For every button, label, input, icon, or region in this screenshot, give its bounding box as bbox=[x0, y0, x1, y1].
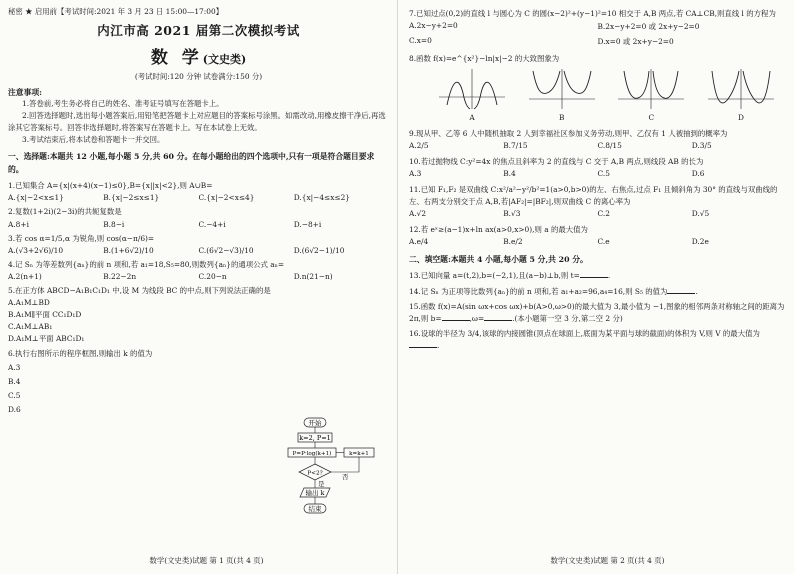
exam-info: (考试时间:120 分钟 试卷满分:150 分) bbox=[134, 72, 263, 81]
question-9: 9.现从甲、乙等 6 人中随机抽取 2 人到幸福社区参加义务劳动,则甲、乙仅有 1 人被抽到的概率为 bbox=[409, 129, 728, 139]
option: D.{x|−4≤x≤2} bbox=[293, 193, 350, 203]
option: A.2(n+1) bbox=[8, 271, 42, 281]
question-8: 8.函数 f(x)=e^{x²}−ln|x|−2 的大致图象为 bbox=[409, 54, 560, 64]
graph-a-label: A bbox=[469, 113, 475, 123]
option: D.(6√2−1)/10 bbox=[293, 245, 345, 255]
page-2 bbox=[397, 0, 794, 574]
question-14-text: 14.记 Sₙ 为正项等比数列{aₙ}的前 n 项和,若 a₁+a₂=96,a₄=16,则 S₅ 的值为 bbox=[409, 286, 668, 296]
answer-blank bbox=[409, 339, 437, 348]
question-9-options bbox=[409, 141, 786, 150]
answer-blank bbox=[667, 285, 695, 294]
option: A.e/4 bbox=[409, 236, 429, 246]
option: C.(6√2−√3)/10 bbox=[198, 245, 254, 255]
subject-label: 数 学 bbox=[150, 48, 203, 68]
question-3: 3.若 cos α=1/5,α 为锐角,则 cos(α−π/6)= bbox=[8, 233, 155, 243]
question-16-text: 16.设球的半径为 3/4,该球的内接圆锥(顶点在球面上,底面为某平面与球的截面)的体积为 V,则 V 的最大值为 bbox=[409, 329, 760, 339]
option: B.4 bbox=[503, 169, 516, 179]
option: C.20−n bbox=[198, 271, 227, 281]
flow-no-label: 否 bbox=[342, 473, 349, 481]
flow-init-label: k=2, P=1 bbox=[299, 434, 331, 442]
question-16: 16.设球的半径为 3/4,该球的内接圆锥(顶点在球面上,底面为某平面与球的截面)的体积为 V,则 V 的最大值为. bbox=[409, 329, 760, 351]
option: D.√5 bbox=[691, 208, 710, 218]
option: A.{x|−2<x≤1} bbox=[8, 193, 64, 203]
flow-inc-label: k=k+1 bbox=[349, 451, 369, 457]
option: D.A₁M⊥平面 ABC₁D₁ bbox=[8, 333, 85, 343]
question-12: 12.若 eˣ≥(a−1)x+ln ax(a>0,x>0),则 a 的最大值为 bbox=[409, 224, 588, 234]
graph-c-plot bbox=[616, 67, 686, 111]
option: B.(1+6√2)/10 bbox=[103, 245, 154, 255]
option: B.7/15 bbox=[503, 141, 528, 151]
option: D.n(21−n) bbox=[293, 271, 333, 281]
question-15-note: .(本小题第一空 3 分,第二空 2 分) bbox=[512, 314, 623, 324]
subject-type: (文史类) bbox=[202, 53, 247, 66]
question-14: 14.记 Sₙ 为正项等比数列{aₙ}的前 n 项和,若 a₁+a₂=96,a₄=16,则 S₅ 的值为 . bbox=[409, 286, 698, 296]
option: B.√3 bbox=[503, 208, 521, 218]
question-3-options bbox=[8, 246, 389, 255]
page-1-footer: 数学(文史类)试题 第 1 页(共 4 页) bbox=[149, 556, 264, 565]
option: D.6 bbox=[691, 169, 705, 179]
question-1-options bbox=[8, 193, 389, 202]
graph-option-c bbox=[616, 67, 686, 122]
flow-cond-label: P<2? bbox=[307, 470, 323, 477]
option: C.{x|−2<x≤4} bbox=[198, 193, 255, 203]
option: B.{x|−2≤x≤1} bbox=[103, 193, 160, 203]
option: D.2e bbox=[691, 236, 709, 246]
graph-c-label: C bbox=[648, 113, 655, 123]
question-13-text: 13.已知向量 a=(t,2),b=(−2,1),且(a−b)⊥b,则 t= bbox=[409, 270, 580, 280]
option: B.4 bbox=[8, 376, 21, 386]
question-7: 7.已知过点(0,2)的直线 l 与圆心为 C 的圆(x−2)²+(y−1)²=10 相交于 A,B 两点,若 CA⊥CB,则直线 l 的方程为 bbox=[409, 9, 776, 18]
option: D.x=0 或 2x+y−2=0 bbox=[597, 37, 674, 47]
question-11: 11.已知 F₁,F₂ 是双曲线 C:x²/a²−y²/b²=1(a>0,b>0)的左、右焦点,过点 F₁ 且倾斜角为 30° 的直线与双曲线的左、右两支分别交于点 A,B,若|AF₂|=|BF₂|,则双曲线 C 的离心率为 bbox=[409, 185, 778, 206]
option: C.−4+i bbox=[198, 219, 226, 229]
question-7-options bbox=[409, 21, 786, 47]
exam-title: 内江市高 2021 届第二次模拟考试 bbox=[97, 23, 300, 38]
option: C.A₁M⊥AB₁ bbox=[8, 321, 53, 331]
question-5: 5.在正方体 ABCD−A₁B₁C₁D₁ 中,设 M 为线段 BC 的中点,则下列说法正确的是 bbox=[8, 285, 271, 295]
option: C.2 bbox=[597, 208, 610, 218]
flow-start-label: 开始 bbox=[308, 419, 322, 427]
question-11-options bbox=[409, 209, 786, 218]
question-1: 1.已知集合 A={x|(x+4)(x−1)≤0},B={x||x|<2},则 A∪B= bbox=[8, 181, 213, 191]
option: B.22−2n bbox=[103, 271, 137, 281]
question-12-options bbox=[409, 237, 786, 246]
option: A.√2 bbox=[409, 208, 427, 218]
flow-end-label: 结束 bbox=[308, 505, 322, 513]
option: A.2x−y+2=0 bbox=[409, 21, 458, 31]
graph-b-label: B bbox=[558, 113, 565, 123]
option: A.(√3+2√6)/10 bbox=[8, 245, 64, 255]
option: C.8/15 bbox=[597, 141, 622, 151]
option: A.2/5 bbox=[409, 141, 429, 151]
option: A.A₁M⊥BD bbox=[8, 297, 50, 307]
question-4: 4.记 Sₙ 为等差数列{aₙ}的前 n 项和,若 a₁=18,S₅=80,则数列{aₙ}的通项公式 aₙ= bbox=[8, 259, 285, 269]
question-6: 6.执行右图所示的程序框图,则输出 k 的值为 bbox=[8, 348, 153, 358]
page-2-footer: 数学(文史类)试题 第 2 页(共 4 页) bbox=[550, 556, 665, 565]
flow-output-label: 输出 k bbox=[305, 489, 325, 497]
option: D.3/5 bbox=[691, 141, 712, 151]
option: C.5 bbox=[597, 169, 610, 179]
question-8-graphs bbox=[409, 67, 786, 122]
graph-d-plot bbox=[706, 67, 776, 111]
graph-option-a bbox=[437, 67, 507, 122]
question-10-options bbox=[409, 169, 786, 178]
graph-b-plot bbox=[527, 67, 597, 111]
question-2-options bbox=[8, 220, 389, 229]
question-13: 13.已知向量 a=(t,2),b=(−2,1),且(a−b)⊥b,则 t= . bbox=[409, 270, 611, 280]
graph-option-b bbox=[527, 67, 597, 122]
option: C.5 bbox=[8, 390, 21, 400]
option: B.e/2 bbox=[503, 236, 523, 246]
answer-blank bbox=[484, 312, 512, 321]
answer-blank bbox=[580, 269, 608, 278]
graph-option-d bbox=[706, 67, 776, 122]
exam-subject bbox=[8, 43, 389, 68]
notes-title: 注意事项: bbox=[8, 88, 43, 97]
question-15 bbox=[409, 301, 786, 324]
question-15-text: 15.函数 f(x)=A(sin ωx+cos ωx)+b(A>0,ω>0)的最大值为 3,最小值为 −1,图象的相邻两条对称轴之间的距离为 2π,则 b= bbox=[409, 301, 785, 324]
option: A.3 bbox=[8, 362, 21, 372]
question-15-omega: ,ω= bbox=[469, 314, 485, 324]
question-4-options bbox=[8, 272, 389, 281]
section-1-title: 一、选择题:本题共 12 小题,每小题 5 分,共 60 分。在每小题给出的四个选项中,只有一项是符合题目要求的。 bbox=[8, 152, 375, 174]
option: B.2x−y+2=0 或 2x+y−2=0 bbox=[597, 22, 700, 32]
note-1: 1.答卷前,考生务必将自己的姓名、准考证号填写在答题卡上。 bbox=[22, 99, 224, 108]
option: A.8+i bbox=[8, 219, 29, 229]
answer-blank bbox=[442, 312, 470, 321]
graph-d-label: D bbox=[738, 113, 744, 123]
section-2-title: 二、填空题:本题共 4 小题,每小题 5 分,共 20 分。 bbox=[409, 254, 588, 264]
graph-a-plot bbox=[437, 67, 507, 111]
option: C.e bbox=[597, 236, 610, 246]
option: A.3 bbox=[409, 169, 422, 179]
option: D.−8+i bbox=[293, 219, 322, 229]
note-3: 3.考试结束后,将本试卷和答题卡一并交回。 bbox=[22, 134, 165, 144]
exam-header: 秘密 ★ 启用前【考试时间:2021 年 3 月 23 日 15:00—17:00】 bbox=[8, 7, 224, 16]
flow-yes-label: 是 bbox=[318, 480, 325, 488]
option: C.x=0 bbox=[409, 36, 432, 46]
note-2: 2.回答选择题时,选出每小题答案后,用铅笔把答题卡上对应题目的答案标号涂黑。如需改动,用橡皮擦干净后,再选涂其它答案标号。回答非选择题时,将答案写在答题卡上。写在本试卷上无效。 bbox=[8, 110, 386, 132]
flow-proc-label: P=P·log(k+1) bbox=[292, 451, 332, 457]
question-10: 10.若过抛物线 C:y²=4x 的焦点且斜率为 2 的直线与 C 交于 A,B 两点,则线段 AB 的长为 bbox=[409, 157, 704, 167]
question-2: 2.复数(1+2i)(2−3i)的共轭复数是 bbox=[8, 207, 122, 217]
option: B.8−i bbox=[103, 219, 125, 229]
program-flowchart bbox=[278, 416, 378, 546]
option: D.6 bbox=[8, 404, 21, 414]
option: B.A₁M∥平面 CC₁D₁D bbox=[8, 309, 82, 319]
